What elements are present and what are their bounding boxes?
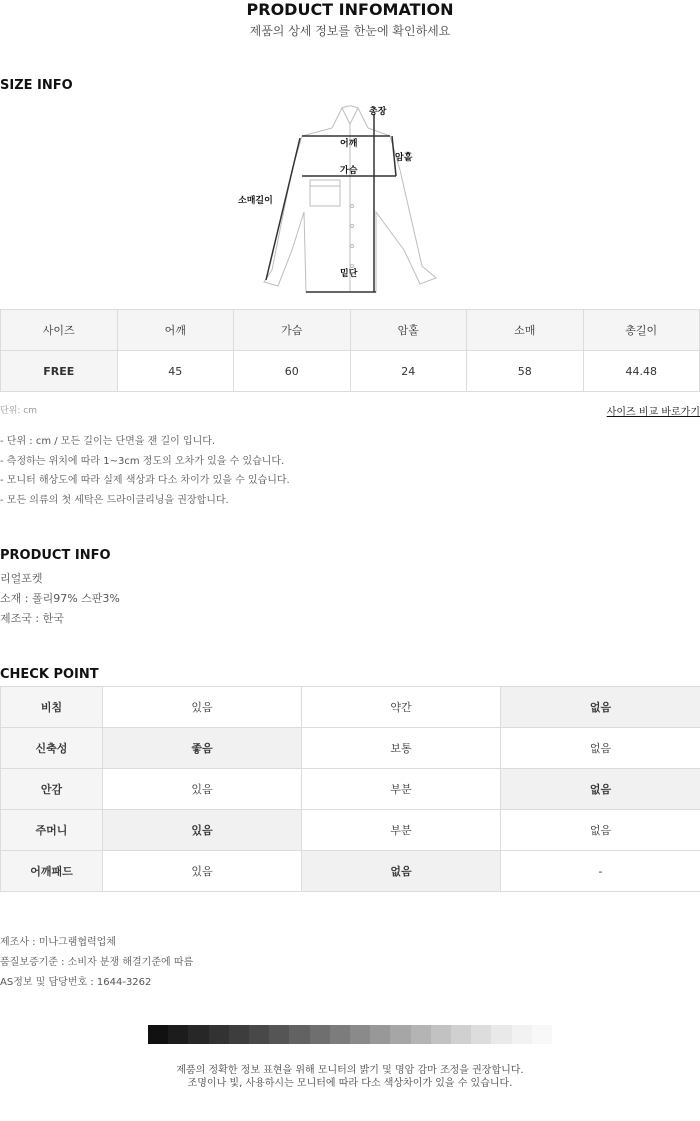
check-row xyxy=(1,728,700,769)
check-row xyxy=(1,769,700,810)
check-row-label: 비침 xyxy=(1,687,103,728)
size-header-cell: 소매 xyxy=(467,310,584,351)
check-point-table xyxy=(0,686,700,892)
page-subtitle: 제품의 상세 정보를 한눈에 확인하세요 xyxy=(249,24,451,38)
size-header-cell: 사이즈 xyxy=(1,310,118,351)
footer-info-line: 제조사 : 미나그램협력업체 xyxy=(0,937,116,948)
gamma-swatch xyxy=(491,1025,511,1044)
note-line: - 모니터 해상도에 따라 실제 색상과 다소 차이가 있을 수 있습니다. xyxy=(0,475,290,486)
gamma-swatch xyxy=(451,1025,471,1044)
check-row-label: 주머니 xyxy=(1,810,103,851)
footer-info-line: 품질보증기준 : 소비자 분쟁 해결기준에 따름 xyxy=(0,957,194,968)
check-option-selected: 없음 xyxy=(302,851,501,892)
diagram-label-chest: 가슴 xyxy=(340,166,358,176)
gamma-swatch xyxy=(229,1025,249,1044)
diagram-label-hem: 밑단 xyxy=(340,269,358,279)
check-option-selected: 없음 xyxy=(501,687,700,728)
size-header-cell: 가슴 xyxy=(234,310,351,351)
note-line: - 단위 : cm / 모든 길이는 단면을 잰 길이 입니다. xyxy=(0,436,216,447)
gamma-swatch xyxy=(330,1025,350,1044)
gamma-swatch xyxy=(471,1025,491,1044)
gamma-swatch xyxy=(431,1025,451,1044)
product-info-line: 리얼포켓 xyxy=(0,572,43,585)
check-option: 없음 xyxy=(501,728,700,769)
check-row-label: 안감 xyxy=(1,769,103,810)
check-row xyxy=(1,687,700,728)
size-header-cell: 암홀 xyxy=(350,310,467,351)
size-cell: 58 xyxy=(467,351,584,392)
unit-note: 단위: cm xyxy=(0,406,37,416)
size-compare-link[interactable]: 사이즈 비교 바로가기 xyxy=(606,407,700,418)
gamma-swatch xyxy=(310,1025,330,1044)
check-point-heading: CHECK POINT xyxy=(0,667,99,682)
check-option: 부분 xyxy=(302,810,501,851)
diagram-label-armhole: 암홀 xyxy=(395,153,413,163)
check-option: 부분 xyxy=(302,769,501,810)
check-option: - xyxy=(501,851,700,892)
product-info-line: 제조국 : 한국 xyxy=(0,612,64,625)
size-table xyxy=(0,309,700,392)
check-option: 약간 xyxy=(302,687,501,728)
check-option-selected: 좋음 xyxy=(103,728,302,769)
check-option: 없음 xyxy=(501,810,700,851)
size-header-cell: 어깨 xyxy=(117,310,234,351)
gamma-swatch xyxy=(168,1025,188,1044)
footer-info-line: AS정보 및 담당번호 : 1644-3262 xyxy=(0,977,152,988)
check-option: 있음 xyxy=(103,769,302,810)
size-header-cell: 총길이 xyxy=(583,310,700,351)
note-line: - 측정하는 위치에 따라 1~3cm 정도의 오차가 있을 수 있습니다. xyxy=(0,455,285,467)
gamma-swatch xyxy=(148,1025,168,1044)
garment-size-diagram xyxy=(230,100,470,300)
check-row xyxy=(1,810,700,851)
gamma-note-line: 제품의 정확한 정보 표현을 위해 모니터의 밝기 및 명암 감마 조정을 권장합니다. xyxy=(176,1065,524,1076)
note-line: - 모든 의류의 첫 세탁은 드라이클리닝을 권장합니다. xyxy=(0,494,229,506)
product-info-line: 소재 : 폴리97% 스판3% xyxy=(0,592,120,605)
size-info-heading: SIZE INFO xyxy=(0,78,73,93)
page-title: PRODUCT INFOMATION xyxy=(246,0,454,19)
check-row-label: 어깨패드 xyxy=(1,851,103,892)
gamma-swatch xyxy=(188,1025,208,1044)
size-cell: 45 xyxy=(117,351,234,392)
check-option-selected: 있음 xyxy=(103,810,302,851)
gamma-swatch xyxy=(390,1025,410,1044)
gamma-swatch-bar xyxy=(148,1025,552,1044)
check-row-label: 신축성 xyxy=(1,728,103,769)
gamma-swatch xyxy=(289,1025,309,1044)
check-option: 보통 xyxy=(302,728,501,769)
footer-info xyxy=(0,933,193,993)
size-cell: 44.48 xyxy=(583,351,700,392)
gamma-swatch xyxy=(512,1025,532,1044)
diagram-label-sleeve: 소매길이 xyxy=(238,196,273,206)
check-option: 있음 xyxy=(103,687,302,728)
size-table-row xyxy=(1,351,700,392)
gamma-note xyxy=(0,1064,700,1090)
size-notes xyxy=(0,432,290,510)
gamma-swatch xyxy=(350,1025,370,1044)
diagram-label-total-length: 총장 xyxy=(369,107,387,117)
gamma-swatch xyxy=(209,1025,229,1044)
gamma-swatch xyxy=(411,1025,431,1044)
gamma-swatch xyxy=(532,1025,552,1044)
gamma-swatch xyxy=(370,1025,390,1044)
product-info-lines xyxy=(0,569,120,629)
check-option-selected: 없음 xyxy=(501,769,700,810)
size-cell: FREE xyxy=(1,351,118,392)
product-info-heading: PRODUCT INFO xyxy=(0,548,111,563)
gamma-swatch xyxy=(269,1025,289,1044)
check-row xyxy=(1,851,700,892)
diagram-label-shoulder: 어깨 xyxy=(340,139,358,149)
size-cell: 24 xyxy=(350,351,467,392)
size-cell: 60 xyxy=(234,351,351,392)
gamma-swatch xyxy=(249,1025,269,1044)
gamma-note-line: 조명이나 빛, 사용하시는 모니터에 따라 다소 색상차이가 있을 수 있습니다. xyxy=(187,1078,513,1089)
size-table-header-row xyxy=(1,310,700,351)
check-option: 있음 xyxy=(103,851,302,892)
